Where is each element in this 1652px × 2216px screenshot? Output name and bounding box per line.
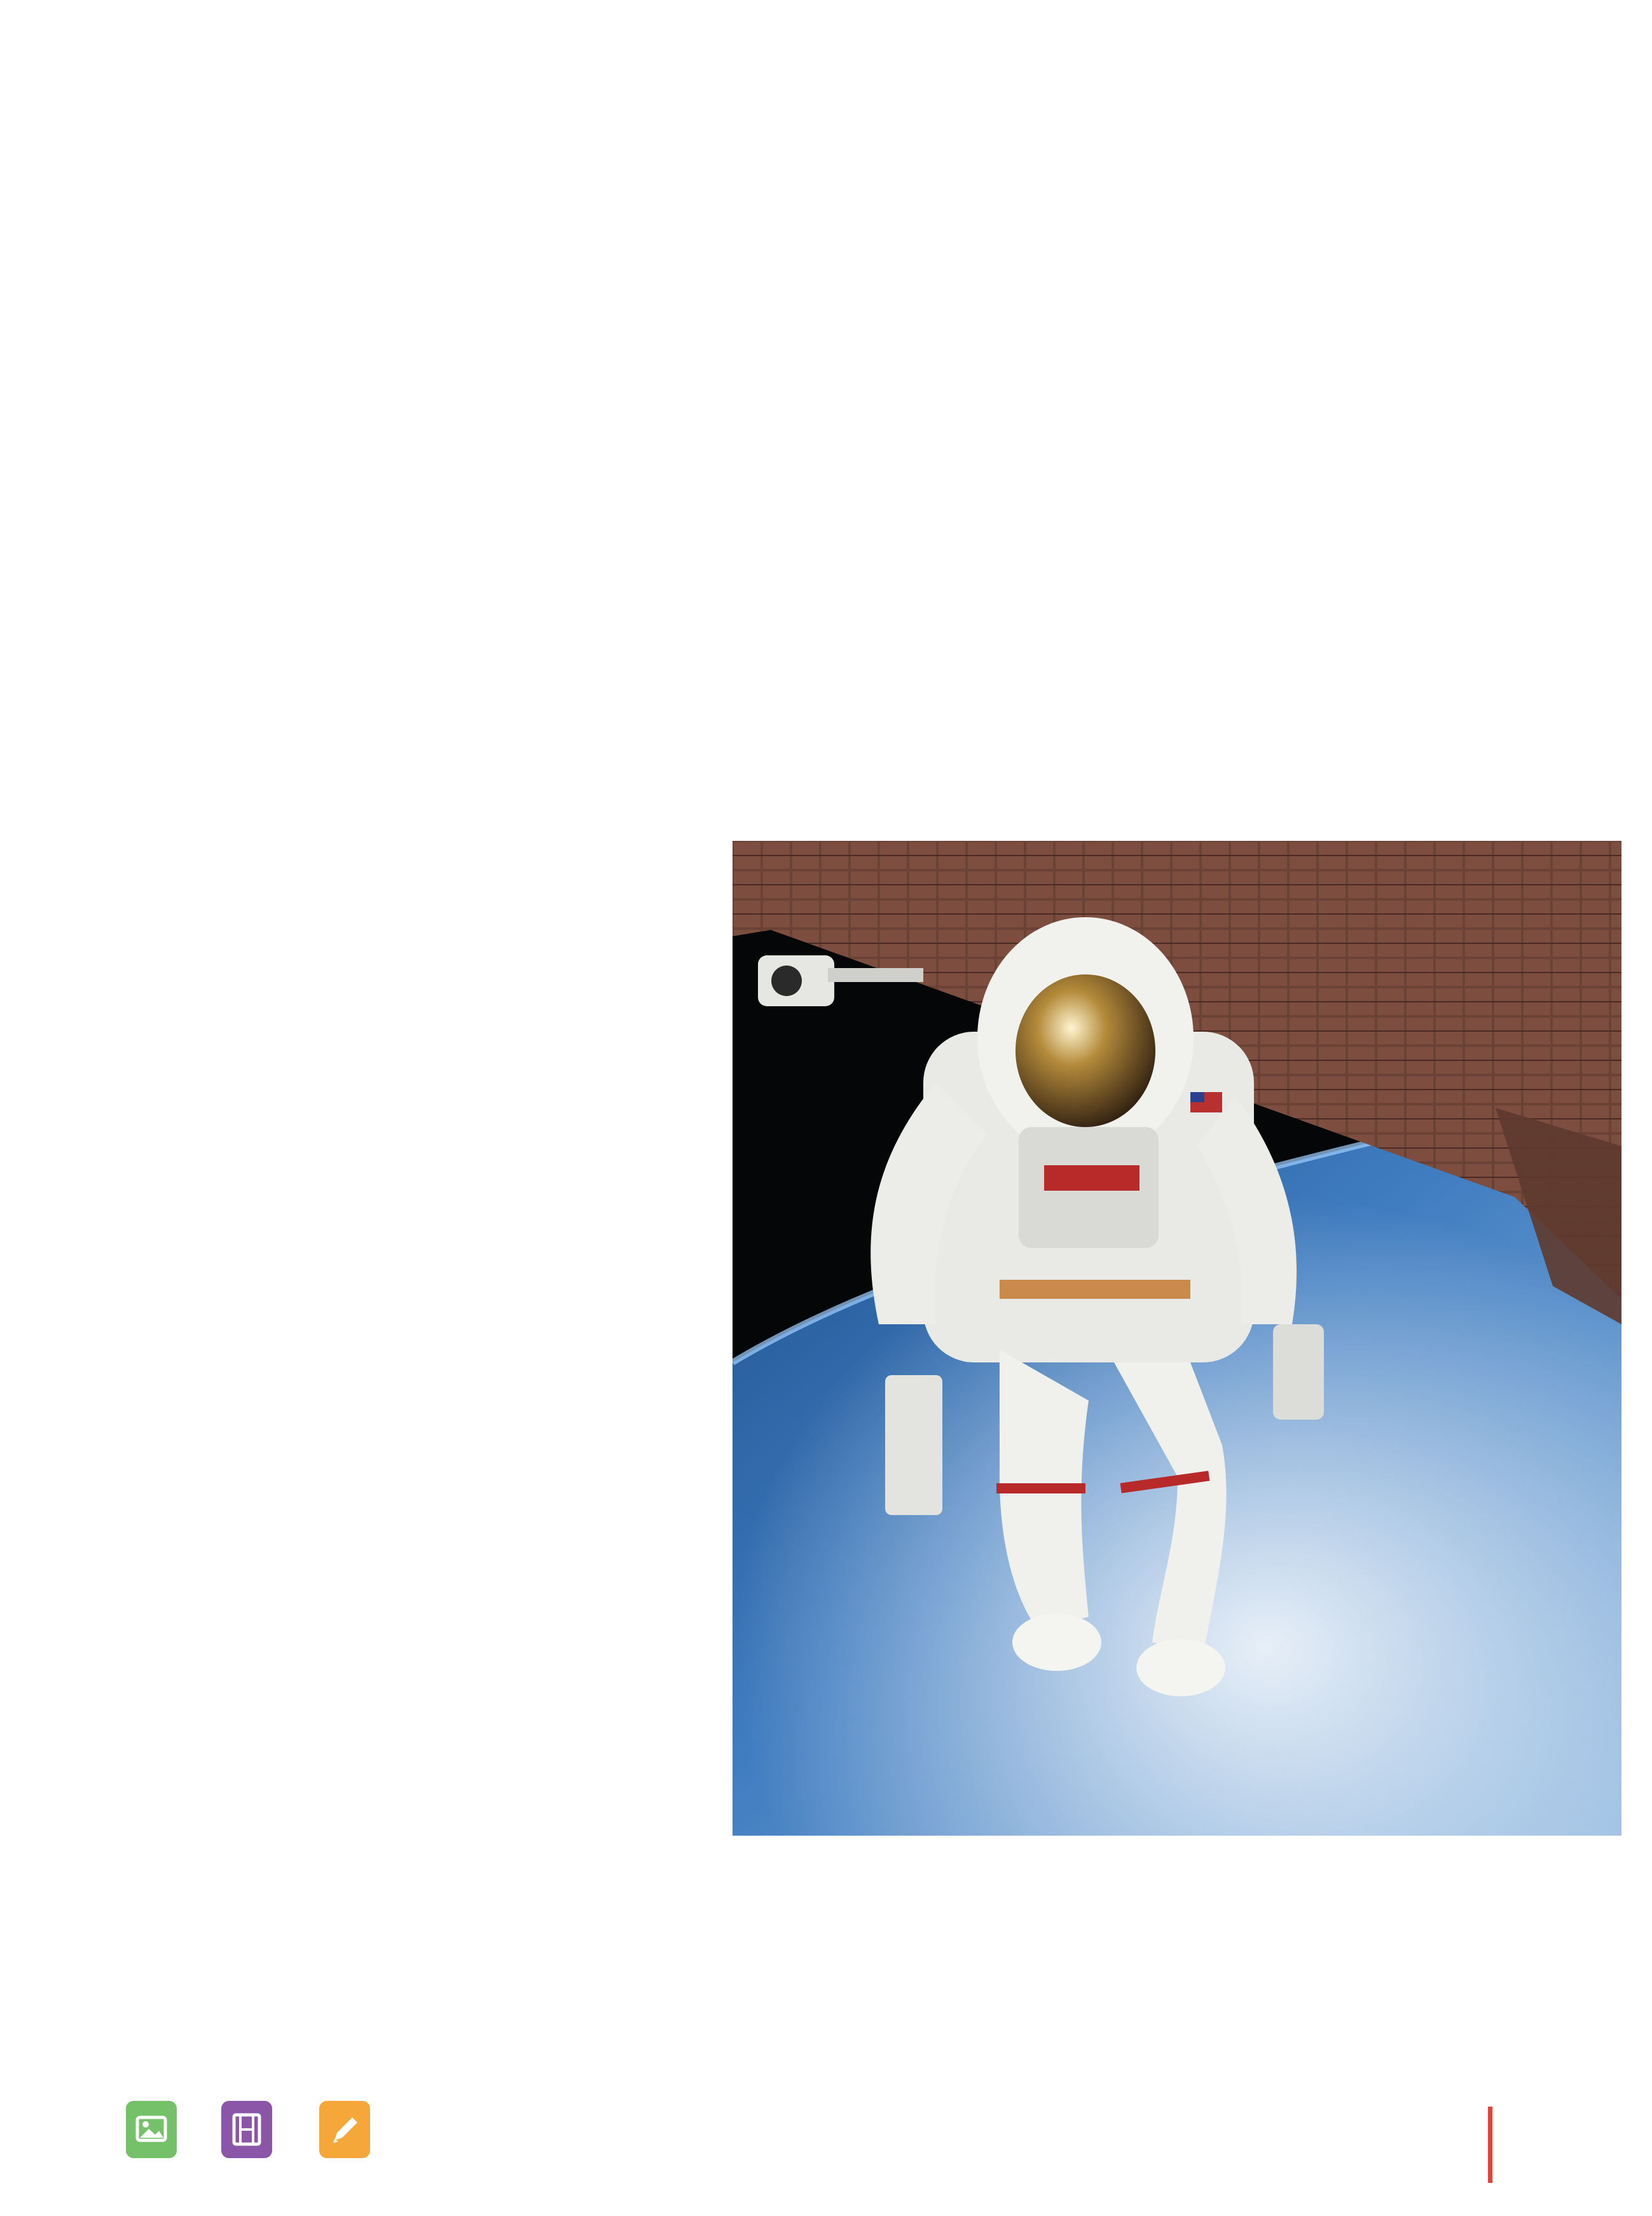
image-icon[interactable] [126, 2101, 177, 2158]
footer-divider [1488, 2107, 1492, 2183]
crossword-grid [725, 239, 1520, 817]
pencil-icon[interactable] [319, 2101, 370, 2158]
film-icon[interactable] [221, 2101, 272, 2158]
astronaut-spacewalk-image [733, 841, 1621, 1836]
exercise-v [112, 843, 697, 853]
astronaut-photo [733, 841, 1621, 1836]
